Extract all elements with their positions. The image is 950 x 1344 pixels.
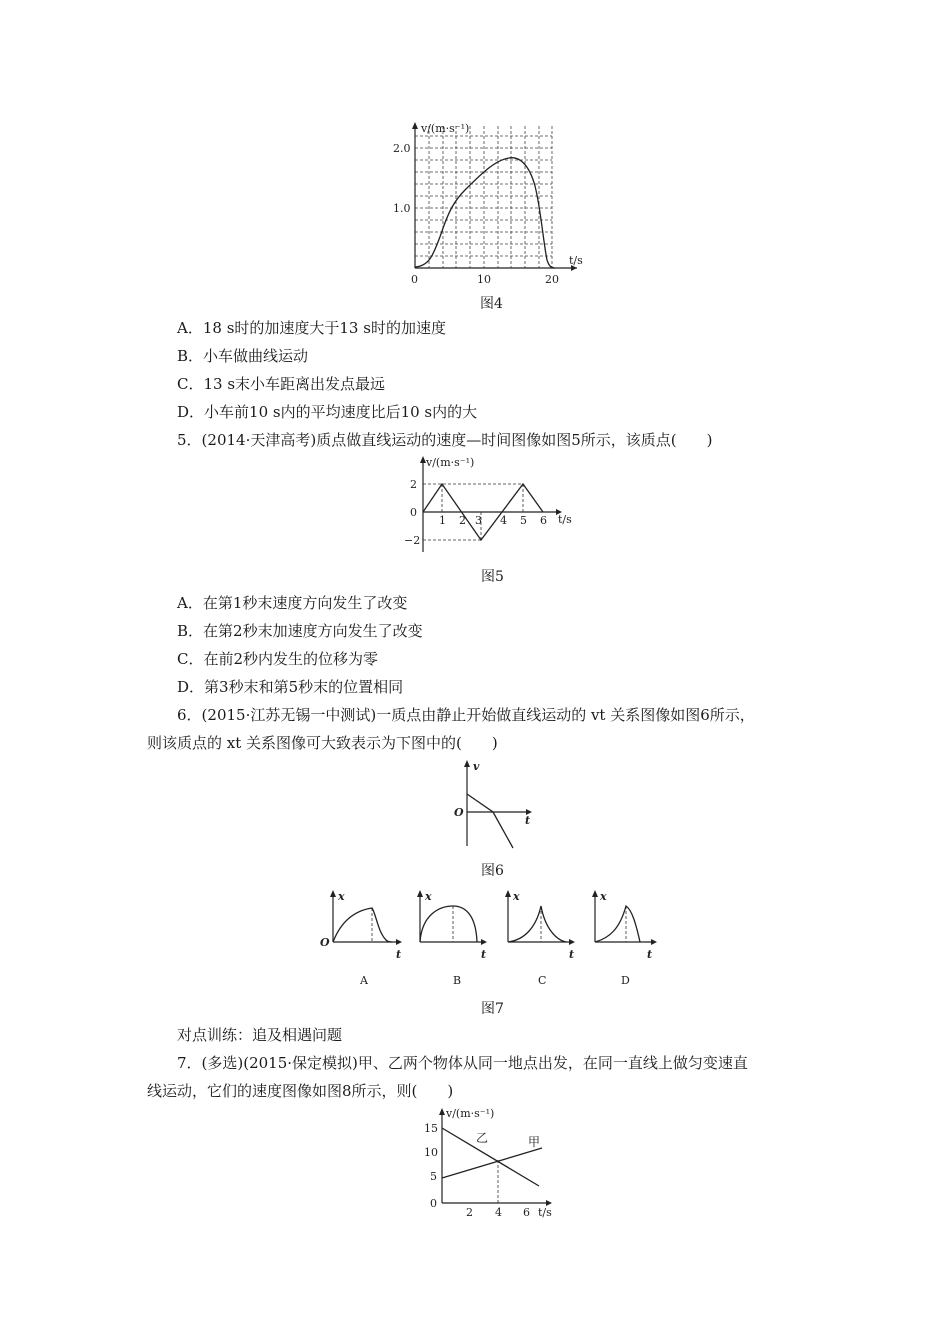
fig7-panel-label: B [453, 974, 462, 987]
fig8-line-jia [442, 1148, 542, 1178]
q6-line-2: 则该质点的 xt 关系图像可大致表示为下图中的( ) [147, 734, 498, 752]
fig7-t-label: t [481, 948, 487, 961]
fig5-xtick: 2 [459, 514, 466, 527]
figure-5-graph [380, 452, 585, 557]
fig6-t-label: t [525, 814, 531, 827]
fig5-x-label: t/s [558, 513, 572, 526]
fig7-panel-label: A [360, 974, 368, 987]
fig7-panel-b [417, 890, 487, 987]
q5-option-b: B．在第2秒末加速度方向发生了改变 [177, 622, 423, 640]
fig5-caption: 图5 [481, 569, 504, 585]
fig5-y-label: v/(m·s⁻¹) [426, 456, 475, 469]
q5-option-d: D．第3秒末和第5秒末的位置相同 [177, 678, 404, 696]
fig5-xtick: 6 [540, 514, 547, 527]
q4-option-d: D．小车前10 s内的平均速度比后10 s内的大 [177, 403, 478, 421]
fig6-origin-label: O [454, 806, 464, 819]
fig7-panel-label: C [538, 974, 547, 987]
q4-option-c: C．13 s末小车距离出发点最远 [177, 375, 386, 393]
fig8-x-label: t/s [538, 1206, 552, 1219]
fig5-xtick: 4 [500, 514, 507, 527]
fig4-xtick: 20 [545, 273, 559, 286]
section-title: 对点训练：追及相遇问题 [177, 1026, 343, 1044]
fig7-panel-c [505, 890, 575, 987]
fig5-xtick: 3 [475, 514, 482, 527]
fig7-t-label: t [569, 948, 575, 961]
fig4-velocity-curve [415, 158, 555, 268]
fig7-origin-label: O [320, 936, 330, 949]
fig4-y-label: v/(m·s⁻¹) [421, 122, 470, 135]
fig8-ytick: 10 [424, 1146, 438, 1159]
fig6-caption: 图6 [481, 863, 504, 879]
fig7-x-label: x [600, 890, 607, 903]
fig7-caption: 图7 [481, 1001, 504, 1017]
fig4-xtick: 10 [477, 273, 491, 286]
fig4-xtick: 0 [411, 273, 418, 286]
fig6-velocity-line [467, 794, 513, 848]
q7-line-2: 线运动，它们的速度图像如图8所示，则( ) [147, 1082, 454, 1100]
fig7-x-label: x [513, 890, 520, 903]
q5-stem: 5．(2014·天津高考)质点做直线运动的速度—时间图像如图5所示，该质点( ) [177, 431, 713, 449]
fig8-line-yi [442, 1128, 539, 1186]
fig8-xtick: 4 [495, 1206, 502, 1219]
fig8-y-label: v/(m·s⁻¹) [446, 1107, 495, 1120]
fig4-ytick: 1.0 [393, 202, 411, 215]
figure-4-graph [385, 120, 595, 290]
q5-option-c: C．在前2秒内发生的位移为零 [177, 650, 379, 668]
fig8-label-jia: 甲 [528, 1135, 541, 1149]
fig7-x-label: x [425, 890, 432, 903]
fig8-xtick: 6 [523, 1206, 530, 1219]
fig5-ytick: 0 [410, 506, 417, 519]
q5-option-a: A．在第1秒末速度方向发生了改变 [177, 594, 408, 612]
fig7-panel-a [320, 890, 402, 987]
fig8-ytick: 5 [430, 1170, 437, 1183]
fig5-xtick: 5 [520, 514, 527, 527]
q4-option-b: B．小车做曲线运动 [177, 347, 309, 365]
fig5-xtick: 1 [439, 514, 446, 527]
fig8-xtick: 2 [466, 1206, 473, 1219]
q4-option-a: A．18 s时的加速度大于13 s时的加速度 [177, 319, 446, 337]
fig8-ytick: 15 [424, 1122, 438, 1135]
fig7-t-label: t [647, 948, 653, 961]
figure-8-graph [420, 1104, 570, 1222]
figure-7-panels [310, 884, 660, 989]
fig4-ytick: 2.0 [393, 142, 411, 155]
fig6-v-label: v [473, 760, 480, 773]
fig5-ytick: −2 [404, 534, 421, 547]
fig7-x-label: x [338, 890, 345, 903]
fig4-x-label: t/s [569, 254, 583, 267]
q7-line-1: 7．(多选)(2015·保定模拟)甲、乙两个物体从同一地点出发，在同一直线上做匀变速直 [177, 1054, 748, 1072]
fig4-caption: 图4 [480, 296, 503, 312]
fig7-t-label: t [396, 948, 402, 961]
fig8-ytick: 0 [430, 1197, 437, 1210]
fig7-panel-d [592, 890, 657, 987]
fig5-ytick: 2 [410, 478, 417, 491]
figure-6-graph [445, 756, 545, 851]
q6-line-1: 6．(2015·江苏无锡一中测试)一质点由静止开始做直线运动的 vt 关系图像如图6所示， [177, 706, 755, 724]
fig8-label-yi: 乙 [476, 1131, 489, 1145]
fig7-panel-label: D [621, 974, 630, 987]
